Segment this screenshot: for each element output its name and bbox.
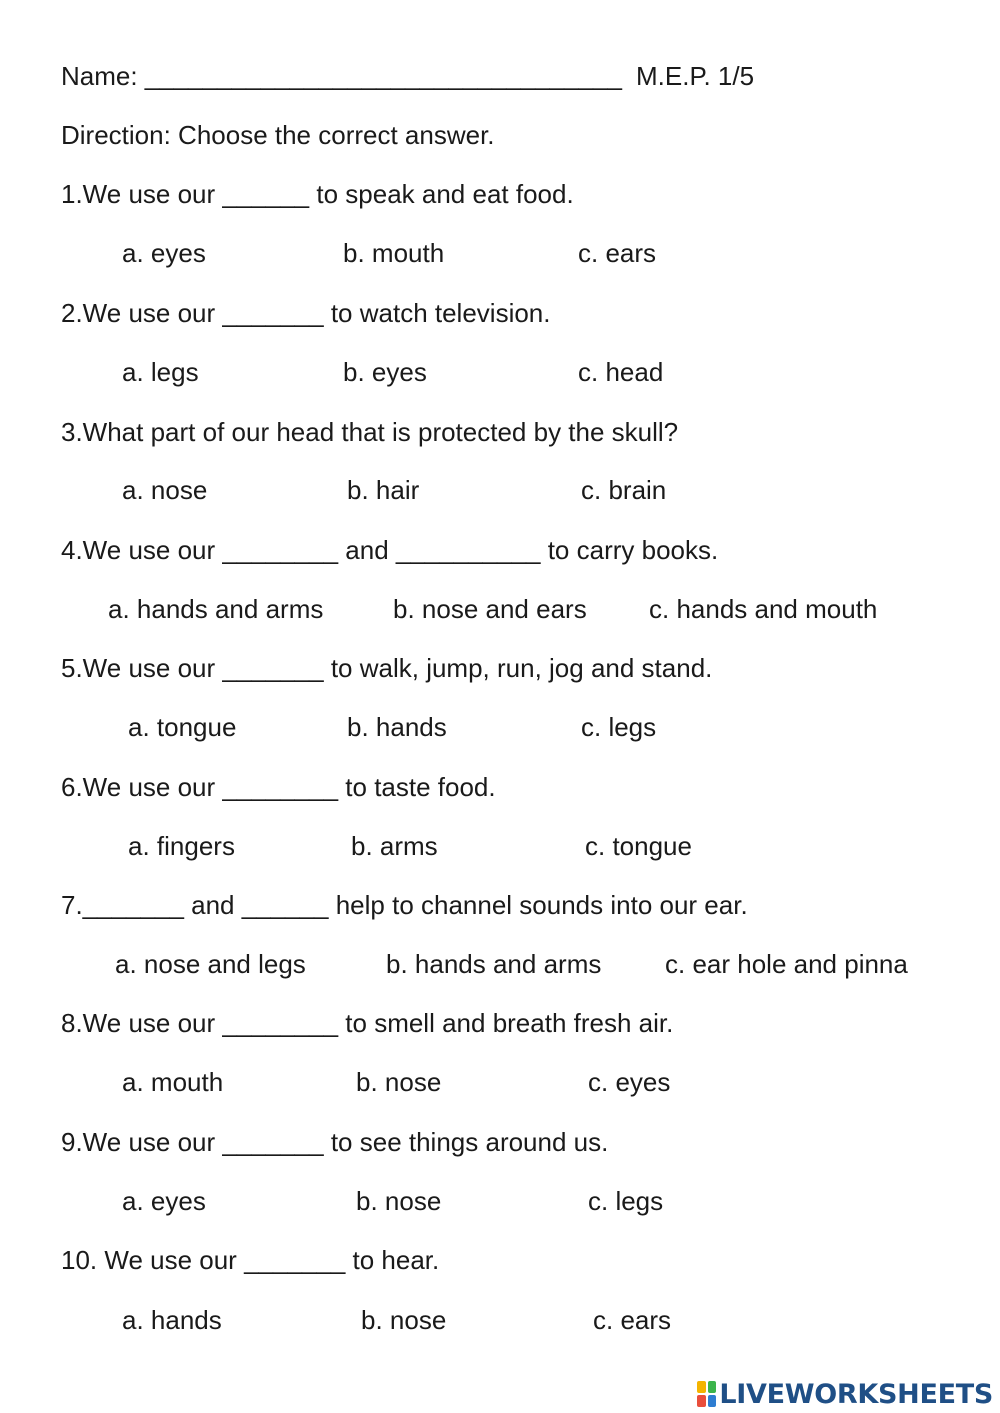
name-line: Name: _________________________________ (61, 61, 622, 91)
question-4: 4.We use our ________ and __________ to carry books. (61, 535, 719, 565)
q1-option-c[interactable]: c. ears (578, 238, 657, 268)
q10-option-c[interactable]: c. ears (593, 1305, 672, 1335)
q6-option-b[interactable]: b. arms (351, 831, 438, 861)
q2-option-c[interactable]: c. head (578, 357, 664, 387)
q4-option-b[interactable]: b. nose and ears (393, 594, 587, 624)
class-code: M.E.P. 1/5 (636, 61, 755, 91)
q1-option-b[interactable]: b. mouth (343, 238, 445, 268)
q8-option-a[interactable]: a. mouth (122, 1067, 224, 1097)
q4-option-a[interactable]: a. hands and arms (108, 594, 324, 624)
q1-option-a[interactable]: a. eyes (122, 238, 206, 268)
q5-option-c[interactable]: c. legs (581, 712, 657, 742)
q10-option-a[interactable]: a. hands (122, 1305, 222, 1335)
question-6: 6.We use our ________ to taste food. (61, 772, 496, 802)
q6-option-c[interactable]: c. tongue (585, 831, 692, 861)
q7-option-b[interactable]: b. hands and arms (386, 949, 602, 979)
q9-option-c[interactable]: c. legs (588, 1186, 664, 1216)
q3-option-a[interactable]: a. nose (122, 475, 208, 505)
question-2: 2.We use our _______ to watch television. (61, 298, 551, 328)
q10-option-b[interactable]: b. nose (361, 1305, 447, 1335)
question-7: 7._______ and ______ help to channel sounds into our ear. (61, 890, 748, 920)
liveworksheets-logo-icon (697, 1381, 716, 1407)
q5-option-b[interactable]: b. hands (347, 712, 447, 742)
question-9: 9.We use our _______ to see things around us. (61, 1127, 609, 1157)
liveworksheets-logo[interactable] (697, 1376, 993, 1412)
q7-option-a[interactable]: a. nose and legs (115, 949, 306, 979)
question-10: 10. We use our _______ to hear. (61, 1245, 440, 1275)
q4-option-c[interactable]: c. hands and mouth (649, 594, 878, 624)
liveworksheets-logo-text: LIVEWORKSHEETS (719, 1378, 993, 1410)
q6-option-a[interactable]: a. fingers (128, 831, 235, 861)
q8-option-c[interactable]: c. eyes (588, 1067, 671, 1097)
question-1: 1.We use our ______ to speak and eat food. (61, 179, 574, 209)
question-5: 5.We use our _______ to walk, jump, run, jog and stand. (61, 653, 713, 683)
question-3: 3.What part of our head that is protected by the skull? (61, 417, 679, 447)
q3-option-b[interactable]: b. hair (347, 475, 420, 505)
q2-option-b[interactable]: b. eyes (343, 357, 427, 387)
q7-option-c[interactable]: c. ear hole and pinna (665, 949, 908, 979)
q9-option-b[interactable]: b. nose (356, 1186, 442, 1216)
q2-option-a[interactable]: a. legs (122, 357, 199, 387)
direction-text: Direction: Choose the correct answer. (61, 120, 495, 150)
q3-option-c[interactable]: c. brain (581, 475, 667, 505)
q8-option-b[interactable]: b. nose (356, 1067, 442, 1097)
q9-option-a[interactable]: a. eyes (122, 1186, 206, 1216)
q5-option-a[interactable]: a. tongue (128, 712, 237, 742)
question-8: 8.We use our ________ to smell and breath fresh air. (61, 1008, 674, 1038)
